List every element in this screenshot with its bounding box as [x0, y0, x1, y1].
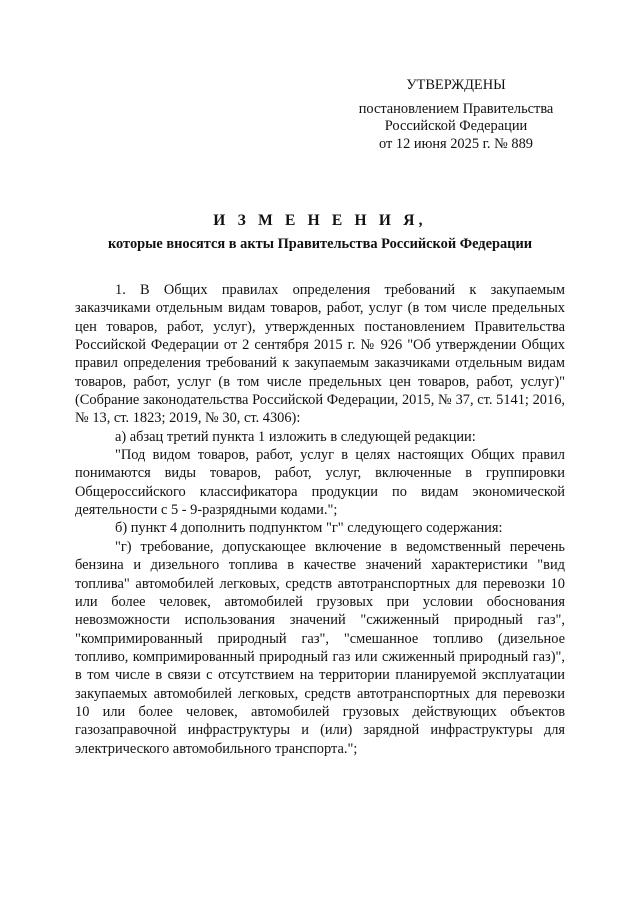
document-body — [75, 281, 565, 758]
paragraph-quote-a: "Под видом товаров, работ, услуг в целях настоящих Общих правил понимаются виды товаров, работ, услуг, включенные в группировки Общероссийского классификатора продукции по видам экономической деятельности с 5 - 9-разрядными кодами."; — [75, 447, 565, 519]
document-subtitle: которые вносятся в акты Правительства Российской Федерации — [107, 236, 533, 252]
paragraph-item-1: 1. В Общих правилах определения требований к закупаемым заказчиками отдельным видам товаров, работ, услуг (в том числе предельных цен товаров, работ, услуг), утвержденных постановлением Правительства Российской Федерации от 2 сентября 2015 г. № 926 "Об утверждении Общих правил определения требований к закупаемым заказчиками отдельным видам товаров, работ, услуг (в том числе предельных цен товаров, работ, услуг)" (Собрание законодательства Российской Федерации, 2015, № 37, ст. 5141; 2016, № 13, ст. 1823; 2019, № 30, ст. 4306): — [75, 282, 565, 427]
document-title: И З М Е Н Е Н И Я, — [213, 212, 427, 229]
approval-line-1: постановлением Правительства — [358, 100, 554, 117]
paragraph-subitem-a: а) абзац третий пункта 1 изложить в следующей редакции: — [115, 428, 476, 445]
paragraph-quote-g: "г) требование, допускающее включение в ведомственный перечень бензина и дизельного топлива в качестве значений характеристики "вид топлива" автомобилей легковых, средств автотранспортных для перевозки 10 или более человек, автомобилей грузовых при условии обоснования невозможности использования значений "сжиженный природный газ", "компримированный природный газ", "смешанное топливо (дизельное топливо, компримированный природный газ или сжиженный природный газ)", в том числе в связи с отсутствием на территории планируемой эксплуатации закупаемых автомобилей легковых, средств автотранспортных для перевозки 10 или более человек, автомобилей грузовых действующих объектов газозаправочной инфраструктуры и (или) зарядной инфраструктуры для электрического автомобильного транспорта."; — [75, 538, 565, 757]
approval-heading: УТВЕРЖДЕНЫ — [406, 77, 506, 93]
approval-block — [340, 77, 572, 153]
approval-line-2: Российской Федерации — [384, 118, 528, 135]
approval-line-3: от 12 июня 2025 г. № 889 — [378, 135, 534, 152]
paragraph-subitem-b: б) пункт 4 дополнить подпунктом "г" следующего содержания: — [115, 520, 503, 537]
